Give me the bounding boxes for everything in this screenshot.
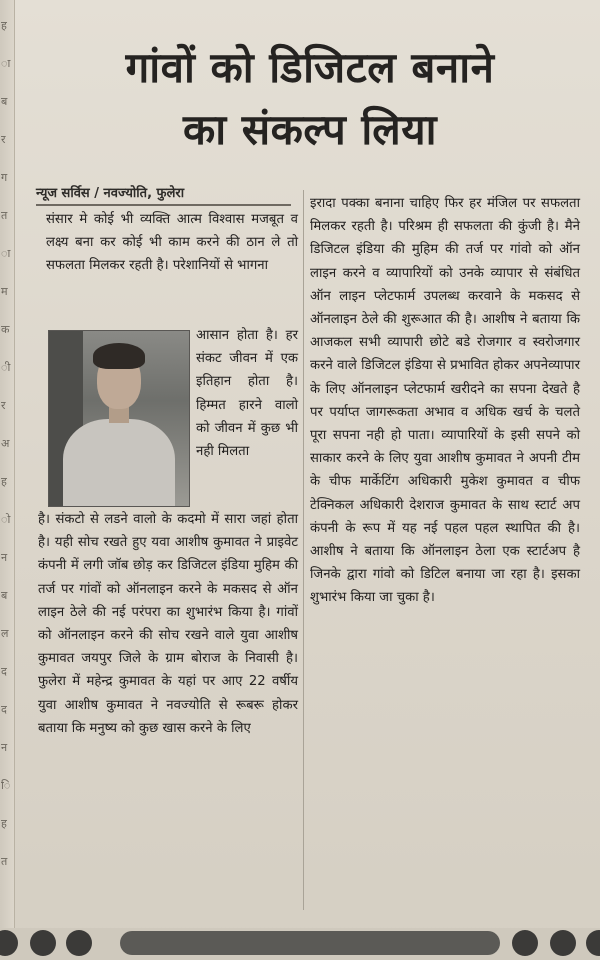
clipped-character: ह [1, 19, 7, 32]
paragraph: आसान होता है। हर संकट जीवन में एक इतिहान होता है। हिम्मत हारने वालो को जीवन में कुछ भी नही मिलता [196, 328, 298, 460]
photo-figure-hair [93, 343, 145, 369]
headline-line-2: का संकल्प लिया [183, 105, 437, 154]
binder-hole [66, 930, 92, 956]
clipped-character: ल [1, 627, 9, 640]
clipped-character: ग [1, 171, 8, 184]
binder-hole [30, 930, 56, 956]
byline: न्यूज सर्विस / नवज्योति, फुलेरा [36, 183, 291, 206]
clipped-character: ह [1, 817, 7, 830]
clipped-character: क [1, 323, 10, 336]
clipped-character: ा [1, 57, 11, 70]
article-column-left-top [46, 208, 298, 278]
photo-figure-body [63, 419, 175, 507]
article-column-left-bottom [38, 508, 298, 740]
portrait-photo [48, 330, 190, 507]
adjacent-column-edge [0, 0, 15, 960]
clipped-character: र [1, 133, 6, 146]
clipped-character: न [1, 741, 8, 754]
clipped-character: ि [1, 779, 11, 792]
clipped-character: द [1, 703, 7, 716]
clipped-character: ा [1, 247, 11, 260]
binder-hole [512, 930, 538, 956]
binder-strip [120, 931, 500, 955]
paragraph: है। संकटो से लडने वालो के कदमो में सारा जहां होता है। यही सोच रखते हुए यवा आशीष कुमावत ने प्राइवेट कंपनी में लगी जॉब छोड़ कर डिजिटल इंडिया मुहिम की तर्ज पर गांवों को ऑनलाइन करने के मकसद से ऑन लाइन ठेले की नई परंपरा का शुभारंभ किया है। गांवों को ऑनलाइन करने की सोच रखने वाले युवा आशीष कुमावत जयपुर जिले के ग्राम बोराज के निवासी है। फुलेरा में महेन्द्र कुमावत के यहां पर आए 22 वर्षीय युवा आशीष कुमावत ने नवज्योति से रूबरू होकर बताया कि मनुष्य को कुछ खास करने के लिए [38, 512, 298, 736]
paragraph: इरादा पक्का बनाना चाहिए फिर हर मंजिल पर सफलता मिलकर रहती है। परिश्रम ही सफलता की कुंजी है। मैने डिजिटल इंडिया की मुहिम की तर्ज पर गांवो को ऑन लाइन करने व व्यापारियों को उनके व्यापार से संबंधित ऑन लाइन प्लेटफार्म उपलब्ध करवाने के मकसद से ऑनलाइन ठेले की शुरूआत की है। आशीष ने बताया कि आजकल सभी व्यापारी छोटे बडे रोजगार व स्वरोजगार करने वाले डिजिटल इंडिया से प्रभावित होकर अपनेव्यापार के लिए ऑनलाइन प्लेटफार्म खरीदने का सपना देखते है पर पर्याप्त जागरूकता अभाव व अधिक खर्च के चलते पूरा सपना नही हो पाता। व्यापारियों के इसी सपने को साकार करने के लिए युवा आशीष कुमावत ने अपनी टीम के चीफ मार्केटिंग अधिकारी मुकेश कुमावत व चीफ टेक्निकल अधिकारी देशराज कुमावत के साथ स्टार्ट अप कंपनी के रूप में यह नई पहल पहल स्थापित की है। आशीष ने बताया कि ऑनलाइन ठेला एक स्टार्टअप है जिनके द्वारा गांवो को डिटिल बनाया जा रहा है। इसका शुभारंभ किया जा चुका है। [310, 196, 580, 606]
headline [30, 38, 590, 162]
headline-line-1: गांवों को डिजिटल बनाने [125, 43, 495, 92]
clipped-character: ी [1, 361, 11, 374]
clipped-character: ह [1, 475, 7, 488]
clipped-character: त [1, 855, 8, 868]
clipped-character: ब [1, 95, 8, 108]
binder-hole [550, 930, 576, 956]
clipped-character: त [1, 209, 8, 222]
article-column-right [310, 192, 580, 610]
clipped-character: म [1, 285, 8, 298]
clipped-character: ब [1, 589, 8, 602]
clipped-character: र [1, 399, 6, 412]
article-column-left-side [196, 324, 298, 463]
clipped-character: द [1, 665, 7, 678]
clipped-character: ो [1, 513, 11, 526]
clipped-character: अ [1, 437, 10, 450]
paragraph: संसार मे कोई भी व्यक्ति आत्म विश्वास मजबूत व लक्ष्य बना कर कोई भी काम करने की ठान ले तो सफलता मिलकर रहती है। परेशानियों से भागना [46, 212, 298, 274]
column-divider [303, 190, 304, 910]
clipped-character: न [1, 551, 8, 564]
